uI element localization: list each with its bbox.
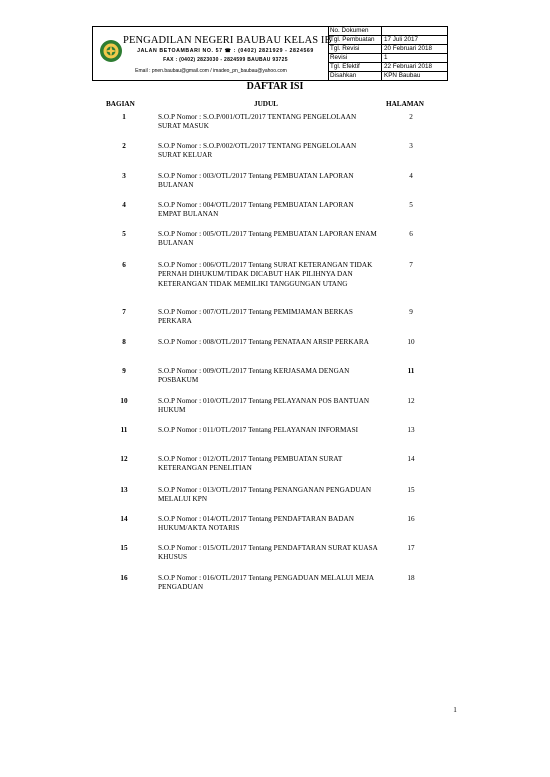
- toc-row-number: 2: [122, 142, 126, 150]
- toc-row-number: 13: [120, 486, 128, 494]
- toc-row-number: 7: [122, 308, 126, 316]
- meta-row-revision-date: [329, 45, 447, 54]
- toc-row: [0, 308, 550, 332]
- meta-value: 17 Juli 2017: [384, 36, 418, 43]
- meta-label: Tgl. Efektif: [329, 63, 382, 71]
- meta-label: Tgl. Revisi: [329, 45, 382, 53]
- toc-row: [0, 230, 550, 254]
- toc-row: [0, 455, 550, 479]
- meta-value: 22 Februari 2018: [384, 63, 432, 70]
- toc-row-title: S.O.P Nomor : 016/OTL/2017 Tentang PENGADUAN MELALUI MEJA PENGADUAN: [158, 574, 374, 592]
- toc-row: [0, 426, 550, 450]
- document-meta-table: [329, 27, 447, 80]
- toc-row-title: S.O.P Nomor : 005/OTL/2017 Tentang PEMBUATAN LAPORAN ENAM BULANAN: [158, 230, 377, 248]
- toc-row-title: S.O.P Nomor : 011/OTL/2017 Tentang PELAYANAN INFORMASI: [158, 426, 359, 434]
- court-fax: FAX : (0402) 2823030 - 2824599 BAUBAU 93725: [163, 57, 288, 63]
- toc-row-title: S.O.P Nomor : 012/OTL/2017 Tentang PEMBUATAN SURAT KETERANGAN PENELITIAN: [158, 455, 343, 473]
- toc-row: [0, 486, 550, 510]
- toc-row: [0, 172, 550, 196]
- column-header-bagian: BAGIAN: [106, 100, 135, 108]
- toc-row: [0, 113, 550, 137]
- toc-row-number: 3: [122, 172, 126, 180]
- toc-row-title: S.O.P Nomor : S.O.P/002/OTL/2017 TENTANG PENGELOLAAN SURAT KELUAR: [158, 142, 357, 160]
- toc-row: [0, 367, 550, 391]
- meta-value: KPN Baubau: [384, 72, 421, 79]
- toc-row-number: 4: [122, 201, 126, 209]
- toc-row-number: 12: [120, 455, 128, 463]
- column-header-halaman: HALAMAN: [386, 100, 424, 108]
- toc-row-number: 1: [122, 113, 126, 121]
- toc-row: [0, 544, 550, 568]
- toc-row-title: S.O.P Nomor : S.O.P/001/OTL/2017 TENTANG PENGELOLAAN SURAT MASUK: [158, 113, 357, 131]
- toc-row-number: 9: [122, 367, 126, 375]
- toc-row-title: S.O.P Nomor : 013/OTL/2017 Tentang PENANGANAN PENGADUAN MELALUI KPN: [158, 486, 372, 504]
- toc-row: [0, 338, 550, 362]
- document-header: [92, 26, 448, 81]
- toc-row-title: S.O.P Nomor : 006/OTL/2017 Tentang SURAT KETERANGAN TIDAK PERNAH DIHUKUM/TIDAK DICABUT HAK PILIHNYA DAN KETERANGAN TIDAK MEMILIKI TANGGUNGAN UTANG: [158, 261, 373, 288]
- meta-row-approved-by: [329, 72, 447, 80]
- toc-row-number: 11: [120, 426, 128, 434]
- toc-row-page: 17: [407, 544, 415, 552]
- meta-row-effective-date: [329, 63, 447, 72]
- toc-row-title: S.O.P Nomor : 008/OTL/2017 Tentang PENATAAN ARSIP PERKARA: [158, 338, 369, 346]
- toc-row-title: S.O.P Nomor : 004/OTL/2017 Tentang PEMBUATAN LAPORAN EMPAT BULANAN: [158, 201, 354, 219]
- page-title: DAFTAR ISI: [246, 81, 304, 92]
- toc-row-title: S.O.P Nomor : 009/OTL/2017 Tentang KERJASAMA DENGAN POSBAKUM: [158, 367, 350, 385]
- meta-value: [382, 27, 447, 35]
- toc-row-number: 15: [120, 544, 128, 552]
- toc-row: [0, 201, 550, 225]
- meta-label: No. Dokumen: [329, 27, 382, 35]
- page-number: 1: [453, 706, 457, 714]
- toc-row-number: 8: [122, 338, 126, 346]
- toc-row-number: 10: [120, 397, 128, 405]
- meta-label: Revisi: [329, 54, 382, 62]
- toc-row-page: 5: [409, 201, 413, 209]
- toc-row-page: 3: [409, 142, 413, 150]
- toc-row-page: 13: [407, 426, 415, 434]
- toc-row-page: 4: [409, 172, 413, 180]
- meta-row-created-date: [329, 36, 447, 45]
- court-email: Email : pnen.baubau@gmail.com / imadeo_pn_baubau@yahoo.com: [135, 68, 287, 74]
- toc-row: [0, 397, 550, 421]
- toc-row-page: 12: [407, 397, 415, 405]
- toc-row-title: S.O.P Nomor : 007/OTL/2017 Tentang PEMIMJAMAN BERKAS PERKARA: [158, 308, 353, 326]
- toc-row-page: 16: [407, 515, 415, 523]
- toc-row-page: 9: [409, 308, 413, 316]
- court-identity: [93, 27, 332, 80]
- toc-row-title: S.O.P Nomor : 010/OTL/2017 Tentang PELAYANAN POS BANTUAN HUKUM: [158, 397, 370, 415]
- toc-row-title: S.O.P Nomor : 015/OTL/2017 Tentang PENDAFTARAN SURAT KUASA KHUSUS: [158, 544, 378, 562]
- toc-row-page: 2: [409, 113, 413, 121]
- court-address: JALAN BETOAMBARI NO. 57 ☎ : (0402) 2821929 - 2824569: [137, 48, 314, 54]
- toc-row-title: S.O.P Nomor : 014/OTL/2017 Tentang PENDAFTARAN BADAN HUKUM/AKTA NOTARIS: [158, 515, 354, 533]
- toc-row-page: 6: [409, 230, 413, 238]
- meta-value: 20 Februari 2018: [384, 45, 432, 52]
- court-name: PENGADILAN NEGERI BAUBAU KELAS IB: [123, 35, 332, 46]
- meta-label: Disahkan: [329, 72, 382, 80]
- toc-row-number: 5: [122, 230, 126, 238]
- toc-row: [0, 261, 550, 288]
- toc-row-title: S.O.P Nomor : 003/OTL/2017 Tentang PEMBUATAN LAPORAN BULANAN: [158, 172, 354, 190]
- toc-row-number: 14: [120, 515, 128, 523]
- toc-row: [0, 574, 550, 598]
- toc-row-number: 6: [122, 261, 126, 269]
- meta-row-revision: [329, 54, 447, 63]
- meta-value: 1: [384, 54, 388, 61]
- toc-row: [0, 515, 550, 539]
- toc-row-number: 16: [120, 574, 128, 582]
- meta-row-document-number: [329, 27, 447, 36]
- meta-label: Tgl. Pembuatan: [329, 36, 382, 44]
- court-logo-icon: [99, 39, 123, 63]
- toc-row-page: 10: [407, 338, 415, 346]
- toc-row: [0, 142, 550, 166]
- column-header-judul: JUDUL: [254, 100, 278, 108]
- toc-row-page: 18: [407, 574, 415, 582]
- toc-row-page: 14: [407, 455, 415, 463]
- toc-row-page: 11: [407, 367, 415, 375]
- toc-row-page: 15: [407, 486, 415, 494]
- toc-row-page: 7: [409, 261, 413, 269]
